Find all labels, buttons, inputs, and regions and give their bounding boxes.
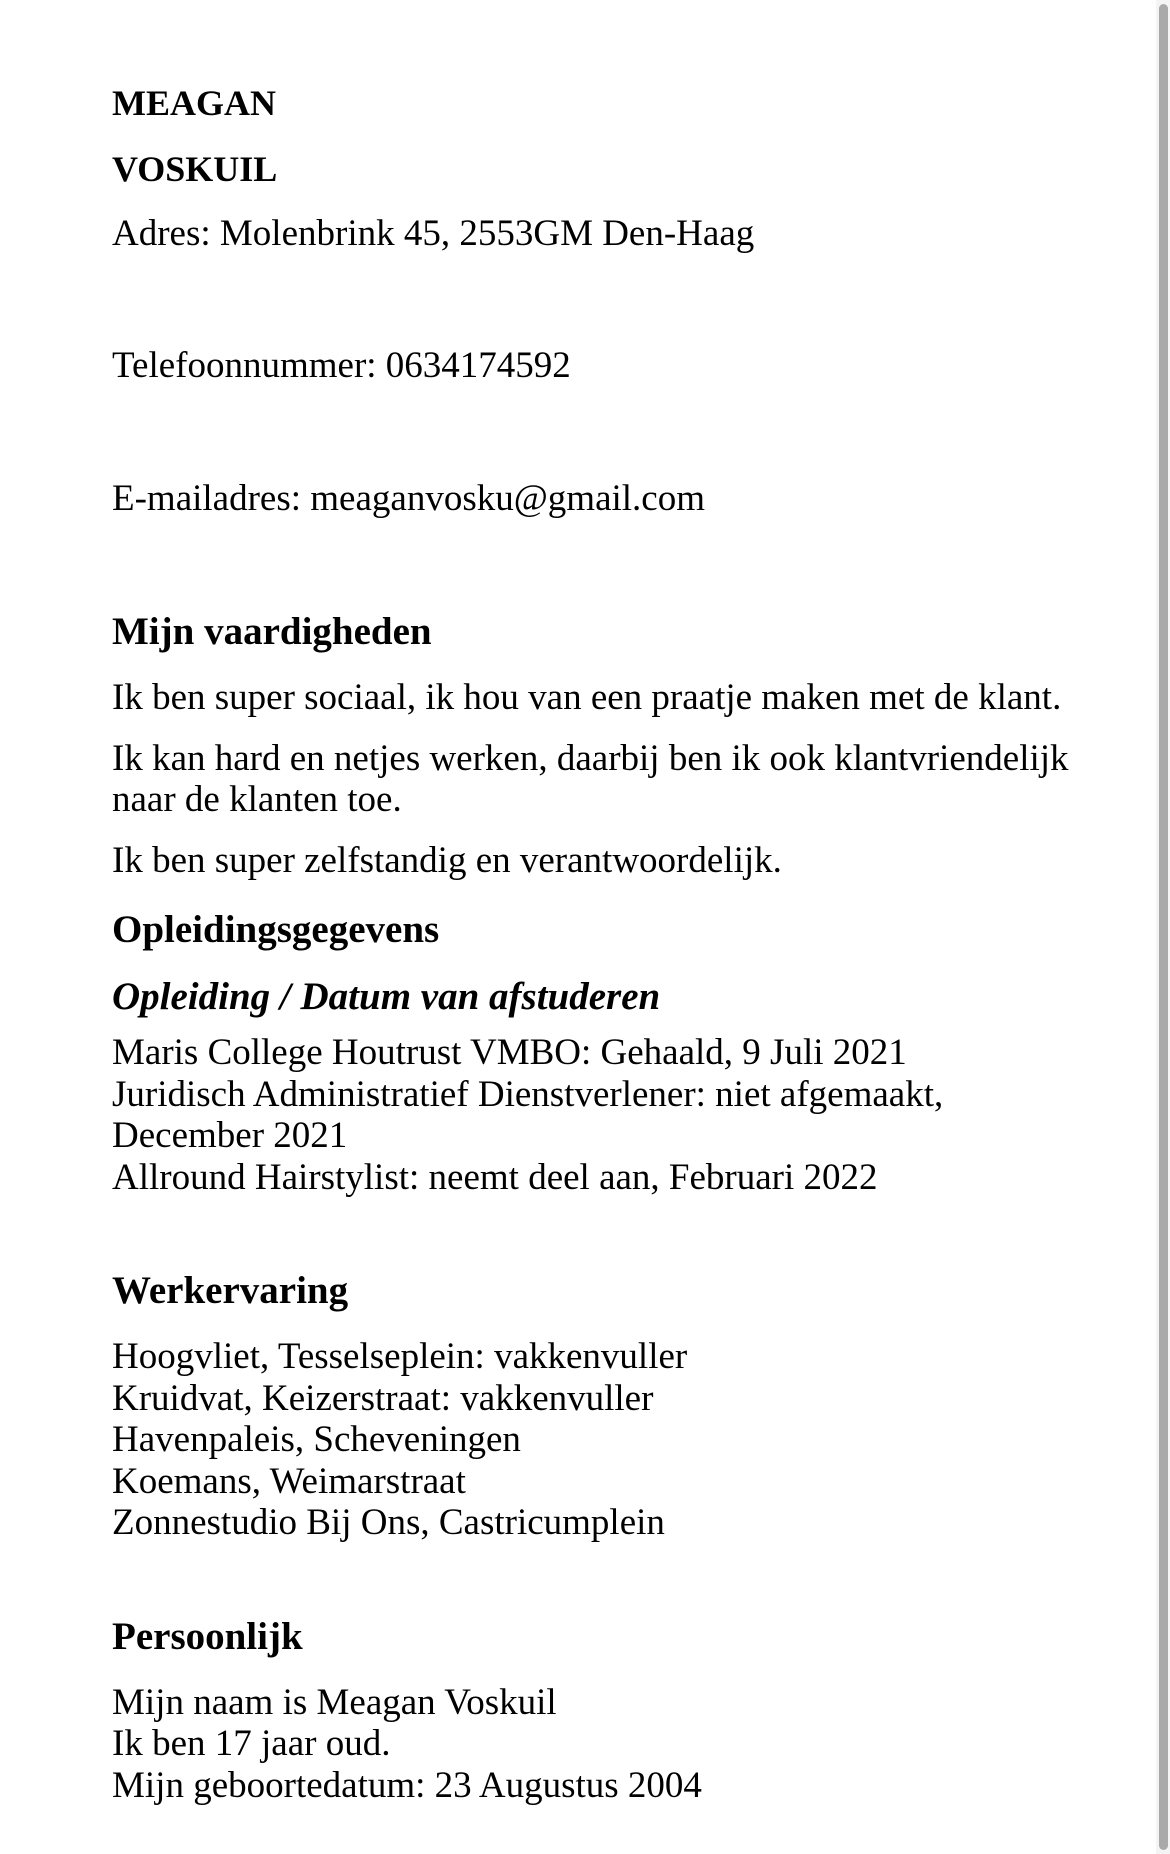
skills-line: Ik kan hard en netjes werken, daarbij ben ik ook klantvriendelijk	[112, 738, 1069, 779]
personal-heading: Persoonlijk	[112, 1615, 303, 1658]
email-line: E-mailadres: meaganvosku@gmail.com	[112, 478, 706, 519]
skills-line: Ik ben super zelfstandig en verantwoordelijk.	[112, 840, 782, 881]
work-item: Zonnestudio Bij Ons, Castricumplein	[112, 1502, 665, 1543]
education-heading: Opleidingsgegevens	[112, 908, 440, 951]
address-line: Adres: Molenbrink 45, 2553GM Den-Haag	[112, 213, 755, 254]
work-item: Havenpaleis, Scheveningen	[112, 1419, 521, 1460]
vertical-scrollbar[interactable]	[1156, 0, 1170, 1854]
first-name: MEAGAN	[112, 83, 276, 123]
work-item: Koemans, Weimarstraat	[112, 1461, 466, 1502]
personal-item: Ik ben 17 jaar oud.	[112, 1723, 391, 1764]
skills-heading: Mijn vaardigheden	[112, 610, 432, 653]
work-heading: Werkervaring	[112, 1269, 349, 1312]
scrollbar-thumb[interactable]	[1159, 4, 1168, 1850]
personal-item: Mijn geboortedatum: 23 Augustus 2004	[112, 1765, 702, 1806]
education-line: December 2021	[112, 1115, 348, 1156]
work-item: Hoogvliet, Tesselseplein: vakkenvuller	[112, 1336, 688, 1377]
last-name: VOSKUIL	[112, 149, 278, 189]
personal-item: Mijn naam is Meagan Voskuil	[112, 1682, 557, 1723]
phone-line: Telefoonnummer: 0634174592	[112, 345, 571, 386]
education-subheading: Opleiding / Datum van afstuderen	[112, 975, 661, 1018]
education-line: Juridisch Administratief Dienstverlener: niet afgemaakt,	[112, 1074, 944, 1115]
education-line: Allround Hairstylist: neemt deel aan, Februari 2022	[112, 1157, 878, 1198]
work-item: Kruidvat, Keizerstraat: vakkenvuller	[112, 1378, 654, 1419]
education-line: Maris College Houtrust VMBO: Gehaald, 9 Juli 2021	[112, 1032, 907, 1073]
skills-line: naar de klanten toe.	[112, 779, 402, 820]
skills-line: Ik ben super sociaal, ik hou van een praatje maken met de klant.	[112, 677, 1062, 718]
